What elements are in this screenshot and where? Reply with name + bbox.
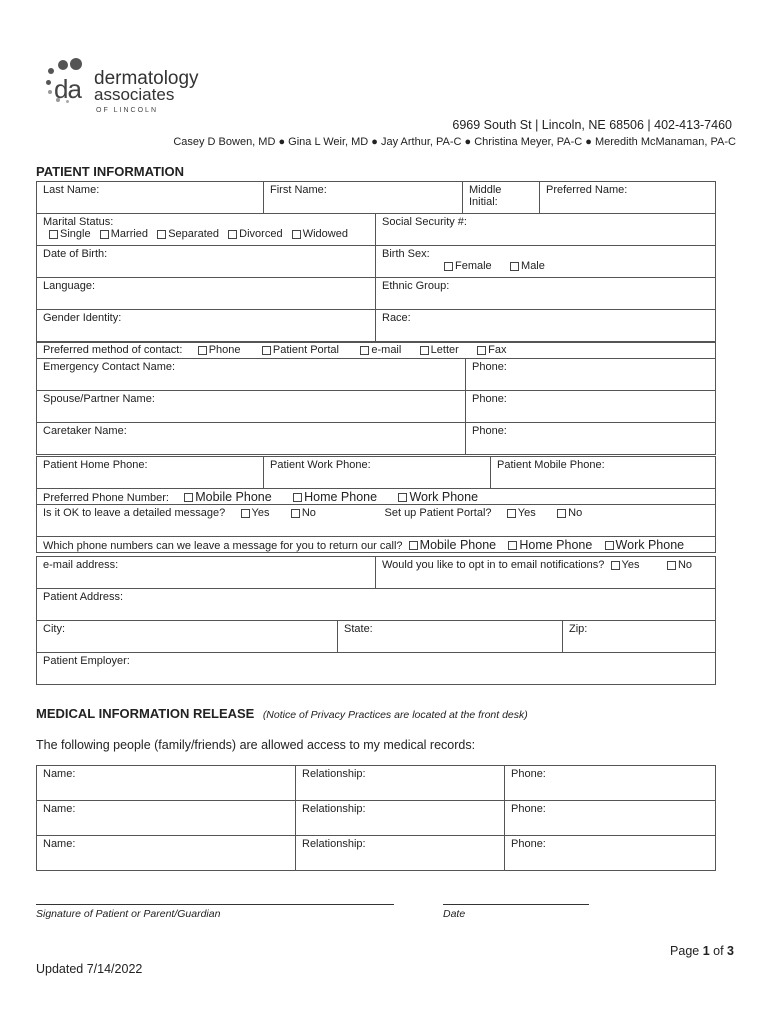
marital-married-checkbox[interactable]: Married <box>100 228 148 240</box>
page-number: Page 1 of 3 <box>670 944 734 958</box>
language-field[interactable]: Language: <box>37 278 376 310</box>
preferred-name-field[interactable]: Preferred Name: <box>540 182 716 214</box>
signature-line[interactable] <box>36 904 394 905</box>
date-line[interactable] <box>443 904 589 905</box>
middle-initial-field[interactable]: Middle Initial: <box>463 182 540 214</box>
home-phone-field[interactable]: Patient Home Phone: <box>37 457 264 489</box>
message-portal-row: Is it OK to leave a detailed message? Yes No Set up Patient Portal? Yes No <box>37 505 716 537</box>
release-heading <box>36 705 528 723</box>
contact-portal-checkbox[interactable]: Patient Portal <box>262 344 339 356</box>
clinic-address: 6969 South St | Lincoln, NE 68506 | 402-413-7460 <box>452 118 732 132</box>
release-phone-field[interactable]: Phone: <box>505 836 716 871</box>
release-phone-field[interactable]: Phone: <box>505 766 716 801</box>
logo-line1: dermatology <box>94 68 199 89</box>
msg-mobile-checkbox[interactable]: Mobile Phone <box>409 538 496 552</box>
last-name-field[interactable]: Last Name: <box>37 182 264 214</box>
first-name-field[interactable]: First Name: <box>264 182 463 214</box>
sex-female-checkbox[interactable]: Female <box>444 260 492 272</box>
portal-yes-checkbox[interactable]: Yes <box>507 507 536 519</box>
preferred-phone-row: Preferred Phone Number: Mobile Phone Home Phone Work Phone <box>37 489 716 505</box>
release-note: (Notice of Privacy Practices are located at the front desk) <box>262 709 528 721</box>
release-relationship-field[interactable]: Relationship: <box>296 836 505 871</box>
table-row <box>37 801 716 836</box>
contact-email-checkbox[interactable]: e-mail <box>360 344 401 356</box>
msg-work-checkbox[interactable]: Work Phone <box>605 538 685 552</box>
spouse-field[interactable]: Spouse/Partner Name: <box>37 391 466 423</box>
phones-table <box>36 456 716 489</box>
date-label: Date <box>443 908 466 920</box>
dob-field[interactable]: Date of Birth: <box>37 246 376 278</box>
work-phone-field[interactable]: Patient Work Phone: <box>264 457 491 489</box>
release-title: MEDICAL INFORMATION RELEASE <box>36 706 255 721</box>
portal-no-checkbox[interactable]: No <box>557 507 582 519</box>
contact-fax-checkbox[interactable]: Fax <box>477 344 506 356</box>
address-field[interactable]: Patient Address: <box>37 589 716 621</box>
caretaker-phone-field[interactable]: Phone: <box>466 423 716 455</box>
employer-field[interactable]: Patient Employer: <box>37 653 716 685</box>
email-no-checkbox[interactable]: No <box>667 559 692 571</box>
signature-label: Signature of Patient or Parent/Guardian <box>36 908 221 920</box>
release-name-field[interactable]: Name: <box>37 801 296 836</box>
birth-sex-field: Birth Sex: Female Male <box>376 246 716 278</box>
marital-separated-checkbox[interactable]: Separated <box>157 228 219 240</box>
marital-divorced-checkbox[interactable]: Divorced <box>228 228 282 240</box>
release-table <box>36 765 716 871</box>
patient-info-table <box>36 181 716 214</box>
mobile-phone-field[interactable]: Patient Mobile Phone: <box>491 457 716 489</box>
release-name-field[interactable]: Name: <box>37 766 296 801</box>
updated-date: Updated 7/14/2022 <box>36 962 143 976</box>
marital-single-checkbox[interactable]: Single <box>49 228 91 240</box>
address-table <box>36 588 716 685</box>
logo <box>44 56 244 118</box>
pref-home-checkbox[interactable]: Home Phone <box>293 490 377 504</box>
contact-letter-checkbox[interactable]: Letter <box>420 344 459 356</box>
email-yes-checkbox[interactable]: Yes <box>611 559 640 571</box>
email-field[interactable]: e-mail address: <box>37 557 376 589</box>
pref-work-checkbox[interactable]: Work Phone <box>398 490 478 504</box>
which-phone-row: Which phone numbers can we leave a message for you to return our call? Mobile Phone Home Phone Work Phone <box>37 537 716 553</box>
spouse-phone-field[interactable]: Phone: <box>466 391 716 423</box>
ethnic-group-field[interactable]: Ethnic Group: <box>376 278 716 310</box>
detailed-no-checkbox[interactable]: No <box>291 507 316 519</box>
release-relationship-field[interactable]: Relationship: <box>296 801 505 836</box>
zip-field[interactable]: Zip: <box>563 621 716 653</box>
patient-info-table-2 <box>36 213 716 342</box>
state-field[interactable]: State: <box>338 621 563 653</box>
contact-method-row: Preferred method of contact: Phone Patient Portal e-mail Letter Fax <box>37 343 716 359</box>
phone-prefs-table <box>36 488 716 553</box>
contact-table <box>36 342 716 455</box>
provider-list: Casey D Bowen, MD ● Gina L Weir, MD ● Jay Arthur, PA-C ● Christina Meyer, PA-C ● Meredith McManaman, PA-C <box>173 136 736 148</box>
logo-mark: da <box>54 74 81 104</box>
logo-line2: associates <box>94 85 175 104</box>
logo-line3: OF LINCOLN <box>96 107 159 114</box>
detailed-yes-checkbox[interactable]: Yes <box>241 507 270 519</box>
gender-identity-field[interactable]: Gender Identity: <box>37 310 376 342</box>
msg-home-checkbox[interactable]: Home Phone <box>508 538 592 552</box>
emergency-contact-field[interactable]: Emergency Contact Name: <box>37 359 466 391</box>
marital-status-field: Marital Status: Single Married Separated Divorced Widowed <box>37 214 376 246</box>
release-relationship-field[interactable]: Relationship: <box>296 766 505 801</box>
marital-widowed-checkbox[interactable]: Widowed <box>292 228 348 240</box>
sex-male-checkbox[interactable]: Male <box>510 260 545 272</box>
release-phone-field[interactable]: Phone: <box>505 801 716 836</box>
email-table <box>36 556 716 589</box>
table-row <box>37 836 716 871</box>
release-name-field[interactable]: Name: <box>37 836 296 871</box>
emergency-phone-field[interactable]: Phone: <box>466 359 716 391</box>
patient-info-title: PATIENT INFORMATION <box>36 164 185 179</box>
ssn-field[interactable]: Social Security #: <box>376 214 716 246</box>
release-intro: The following people (family/friends) are allowed access to my medical records: <box>36 738 476 752</box>
table-row <box>37 766 716 801</box>
email-opt-row: Would you like to opt in to email notifications? Yes No <box>376 557 716 589</box>
pref-mobile-checkbox[interactable]: Mobile Phone <box>184 490 271 504</box>
contact-phone-checkbox[interactable]: Phone <box>198 344 241 356</box>
caretaker-field[interactable]: Caretaker Name: <box>37 423 466 455</box>
city-field[interactable]: City: <box>37 621 338 653</box>
race-field[interactable]: Race: <box>376 310 716 342</box>
